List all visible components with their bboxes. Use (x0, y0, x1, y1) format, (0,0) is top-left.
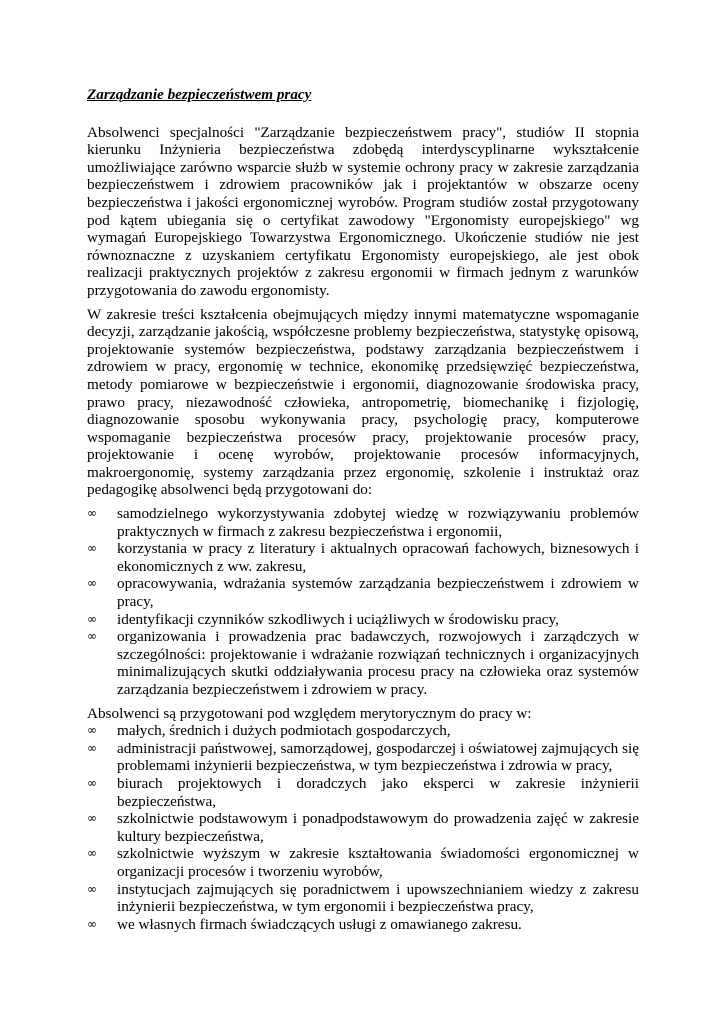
list-item (87, 845, 639, 880)
list-item (87, 916, 639, 934)
curriculum-paragraph: W zakresie treści kształcenia obejmujących między innymi matematyczne wspomaganie decyzji, zarządzanie jakością, współczesne problemy bezpieczeństwa, statystykę opisową, projektowanie systemów bezpieczeństwa, podstawy zarządzania bezpieczeństwem i zdrowiem w pracy, ergonomię w technice, ekonomikę przedsięwzięć bezpieczeństwa, metody pomiarowe w bezpieczeństwie i ergonomii, diagnozowanie środowiska pracy, prawo pracy, niezawodność człowieka, antropometrię, biomechanikę i fizjologię, diagnozowanie sposobu wykonywania pracy, psychologię pracy, komputerowe wspomaganie bezpieczeństwa procesów pracy, projektowanie procesów pracy, projektowanie i ocenę wyrobów, projektowanie procesów informacyjnych, makroergonomię, systemy zarządzania przez ergonomię, szkolenie i instruktaż oraz pedagogikę absolwenci będą przygotowani do: (87, 305, 639, 499)
bullet-icon: ∞ (87, 740, 97, 755)
list-item-text: szkolnictwie wyższym w zakresie kształtowania świadomości ergonomicznej w organizacji procesów i tworzeniu wyrobów, (117, 845, 639, 880)
list-item (87, 810, 639, 845)
list-item (87, 505, 639, 540)
bullet-icon: ∞ (87, 611, 97, 626)
bullet-icon: ∞ (87, 723, 97, 738)
bullet-icon: ∞ (87, 881, 97, 896)
list-item (87, 881, 639, 916)
employment-list (87, 722, 639, 933)
list-item-text: szkolnictwie podstawowym i ponadpodstawowym do prowadzenia zajęć w zakresie kultury bezpieczeństwa, (117, 810, 639, 845)
list-item-text: samodzielnego wykorzystywania zdobytej wiedzę w rozwiązywaniu problemów praktycznych w firmach z zakresu bezpieczeństwa i ergonomii, (117, 505, 639, 540)
list-item (87, 575, 639, 610)
employment-paragraph: Absolwenci są przygotowani pod względem merytorycznym do pracy w: (87, 704, 532, 722)
skills-list (87, 505, 639, 699)
bullet-icon: ∞ (87, 629, 97, 644)
bullet-icon: ∞ (87, 846, 97, 861)
list-item (87, 540, 639, 575)
bullet-icon: ∞ (87, 541, 97, 556)
document-page (87, 86, 639, 939)
list-item-text: identyfikacji czynników szkodliwych i uciążliwych w środowisku pracy, (117, 610, 559, 628)
list-item-text: opracowywania, wdrażania systemów zarządzania bezpieczeństwem i zdrowiem w pracy, (117, 575, 639, 611)
list-item-text: organizowania i prowadzenia prac badawczych, rozwojowych i zarządczych w szczególności: projektowanie i wdrażanie rozwiązań technicznych i organizacyjnych minimalizujących skutki oddziaływania procesu pracy na człowieka oraz systemów zarządzania bezpieczeństwem i zdrowiem w pracy. (117, 628, 639, 698)
list-item (87, 628, 639, 698)
bullet-icon: ∞ (87, 916, 97, 931)
list-item-text: we własnych firmach świadczących usługi z omawianego zakresu. (117, 915, 522, 933)
bullet-icon: ∞ (87, 576, 97, 591)
bullet-icon: ∞ (87, 506, 97, 521)
list-item-text: małych, średnich i dużych podmiotach gospodarczych, (117, 722, 451, 740)
list-item (87, 611, 639, 629)
bullet-icon: ∞ (87, 811, 97, 826)
list-item-text: biurach projektowych i doradczych jako eksperci w zakresie inżynierii bezpieczeństwa, (117, 774, 639, 810)
list-item (87, 722, 639, 740)
bullet-icon: ∞ (87, 775, 97, 790)
list-item-text: administracji państwowej, samorządowej, gospodarczej i oświatowej zajmujących się problemami inżynierii bezpieczeństwa, w tym bezpieczeństwa i zdrowia w pracy, (117, 739, 639, 775)
list-item-text: instytucjach zajmujących się poradnictwem i upowszechnianiem wiedzy z zakresu inżynierii bezpieczeństwa, w tym ergonomii i bezpieczeństwa pracy, (117, 880, 639, 916)
list-item (87, 775, 639, 810)
list-item (87, 740, 639, 775)
list-item-text: korzystania w pracy z literatury i aktualnych opracowań fachowych, biznesowych i ekonomicznych z ww. zakresu, (117, 540, 639, 575)
document-title: Zarządzanie bezpieczeństwem pracy (87, 86, 312, 103)
intro-paragraph: Absolwenci specjalności "Zarządzanie bezpieczeństwem pracy", studiów II stopnia kierunku Inżynieria bezpieczeństwa zdobędą interdyscyplinarne wykształcenie umożliwiające zarówno wsparcie służb w systemie ochrony pracy w zakresie zarządzania bezpieczeństwem i zdrowiem pracowników jak i projektantów w obszarze oceny bezpieczeństwa i jakości ergonomicznej wyrobów. Program studiów został przygotowany pod kątem ubiegania się o certyfikat zawodowy "Ergonomisty europejskiego" wg wymagań Europejskiego Towarzystwa Ergonomicznego. Ukończenie studiów nie jest równoznaczne z uzyskaniem certyfikatu Ergonomisty europejskiego, ale jest obok realizacji praktycznych projektów z zakresu ergonomii w firmach jednym z warunków przygotowania do zawodu ergonomisty. (87, 123, 639, 299)
